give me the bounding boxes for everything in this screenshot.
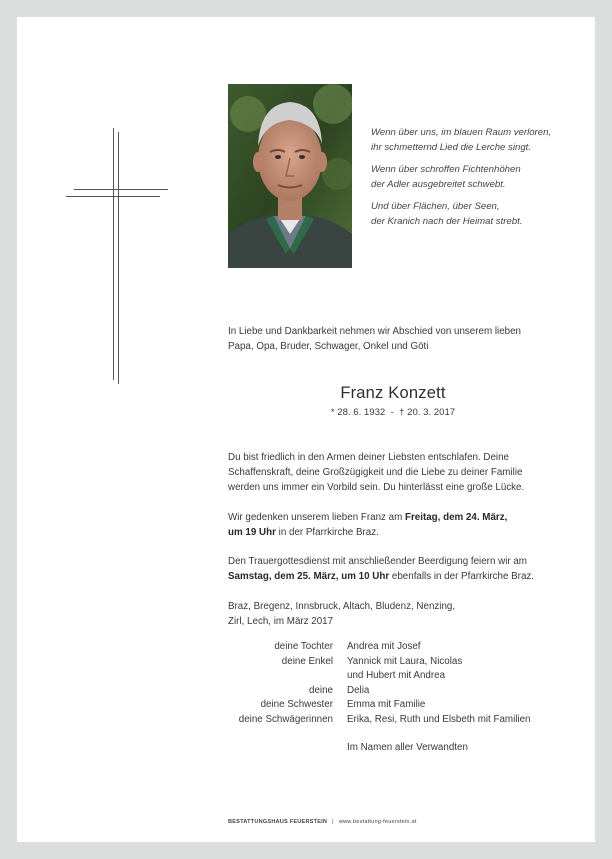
relative-names: Andrea mit Josef — [347, 641, 421, 652]
rosary-time: um 19 Uhr — [228, 527, 276, 538]
deceased-name: Franz Konzett — [340, 384, 446, 402]
paragraph-text: Wir gedenken unserem lieben Franz am — [228, 512, 405, 523]
cross-horizontal-line-2 — [66, 196, 160, 197]
obituary-sheet — [17, 17, 595, 842]
relative-row — [228, 684, 587, 699]
rosary-paragraph — [228, 510, 568, 540]
poem-stanza — [371, 125, 581, 155]
intro-text — [228, 324, 558, 354]
paragraph-line: Schaffenskraft, deine Großzügigkeit und die Liebe zu deiner Familie — [228, 467, 523, 478]
relative-row — [228, 669, 587, 684]
relative-row — [228, 698, 587, 713]
paragraph-line: Du bist friedlich in den Armen deiner Liebsten entschlafen. Deine — [228, 452, 510, 463]
farewell-paragraph — [228, 450, 568, 495]
poem-line: der Kranich nach der Heimat strebt. — [371, 216, 523, 227]
footer-brand: BESTATTUNGSHAUS FEUERSTEIN — [228, 819, 328, 825]
relative-label — [228, 669, 347, 684]
place-line: Zirl, Lech, im März 2017 — [228, 616, 334, 627]
relative-label: deine Tochter — [274, 641, 333, 652]
cross-horizontal-line-1 — [74, 189, 168, 190]
relative-row — [228, 655, 587, 670]
paragraph-text: ebenfalls in der Pfarrkirche Braz. — [389, 571, 535, 582]
funeral-date: Samstag, dem 25. März, um 10 Uhr — [228, 571, 390, 582]
relative-names: Delia — [347, 684, 370, 696]
relative-row — [228, 640, 587, 655]
paragraph-text: Den Trauergottesdienst mit anschließender Beerdigung feiern wir am — [228, 556, 527, 567]
poem-line: Wenn über schroffen Fichtenhöhen — [371, 164, 521, 175]
portrait-photo — [228, 84, 352, 268]
paragraph-text: in der Pfarrkirche Braz. — [275, 527, 379, 538]
relative-label: deine Enkel — [281, 655, 333, 667]
place-date — [228, 599, 568, 629]
footer — [228, 819, 417, 825]
poem-line: Wenn über uns, im blauen Raum verloren, — [371, 127, 552, 138]
poem-line: Und über Flächen, über Seen, — [371, 201, 500, 212]
relative-row — [228, 713, 587, 728]
poem-line: der Adler ausgebreitet schwebt. — [371, 179, 506, 190]
relative-label: deine Schwester — [260, 699, 333, 710]
cross-vertical-line-1 — [113, 128, 114, 380]
rosary-date: Freitag, dem 24. März, — [404, 512, 508, 523]
poem-line: ihr schmetternd Lied die Lerche singt. — [371, 142, 531, 153]
footer-url[interactable]: www.bestattung-feuerstein.at — [338, 819, 417, 825]
relatives-list — [228, 640, 587, 756]
life-dates: * 28. 6. 1932 - † 20. 3. 2017 — [330, 407, 456, 418]
portrait-image — [228, 84, 352, 268]
relative-names: und Hubert mit Andrea — [347, 670, 446, 681]
cross-vertical-line-2 — [118, 132, 119, 384]
intro-line: In Liebe und Dankbarkeit nehmen wir Abschied von unserem lieben — [228, 326, 521, 337]
poem-stanza — [371, 199, 581, 229]
poem-stanza — [371, 162, 581, 192]
paragraph-line: werden uns immer ein Vorbild sein. Du hinterlässt eine große Lücke. — [228, 482, 525, 493]
footer-separator: | — [332, 819, 334, 825]
signature: Im Namen aller Verwandten — [347, 742, 468, 753]
relative-label: deine — [309, 684, 333, 696]
intro-line: Papa, Opa, Bruder, Schwager, Onkel und Göti — [228, 341, 429, 352]
cross-symbol — [0, 0, 200, 400]
relative-names: Erika, Resi, Ruth und Elsbeth mit Familien — [347, 713, 531, 725]
relative-label: deine Schwägerinnen — [238, 713, 333, 725]
relative-names: Yannick mit Laura, Nicolas — [347, 655, 463, 667]
poem — [371, 125, 581, 236]
signature-row — [228, 741, 587, 756]
relative-names: Emma mit Familie — [347, 699, 426, 710]
funeral-paragraph — [228, 554, 568, 584]
place-line: Braz, Bregenz, Innsbruck, Altach, Bludenz, Nenzing, — [228, 601, 456, 612]
